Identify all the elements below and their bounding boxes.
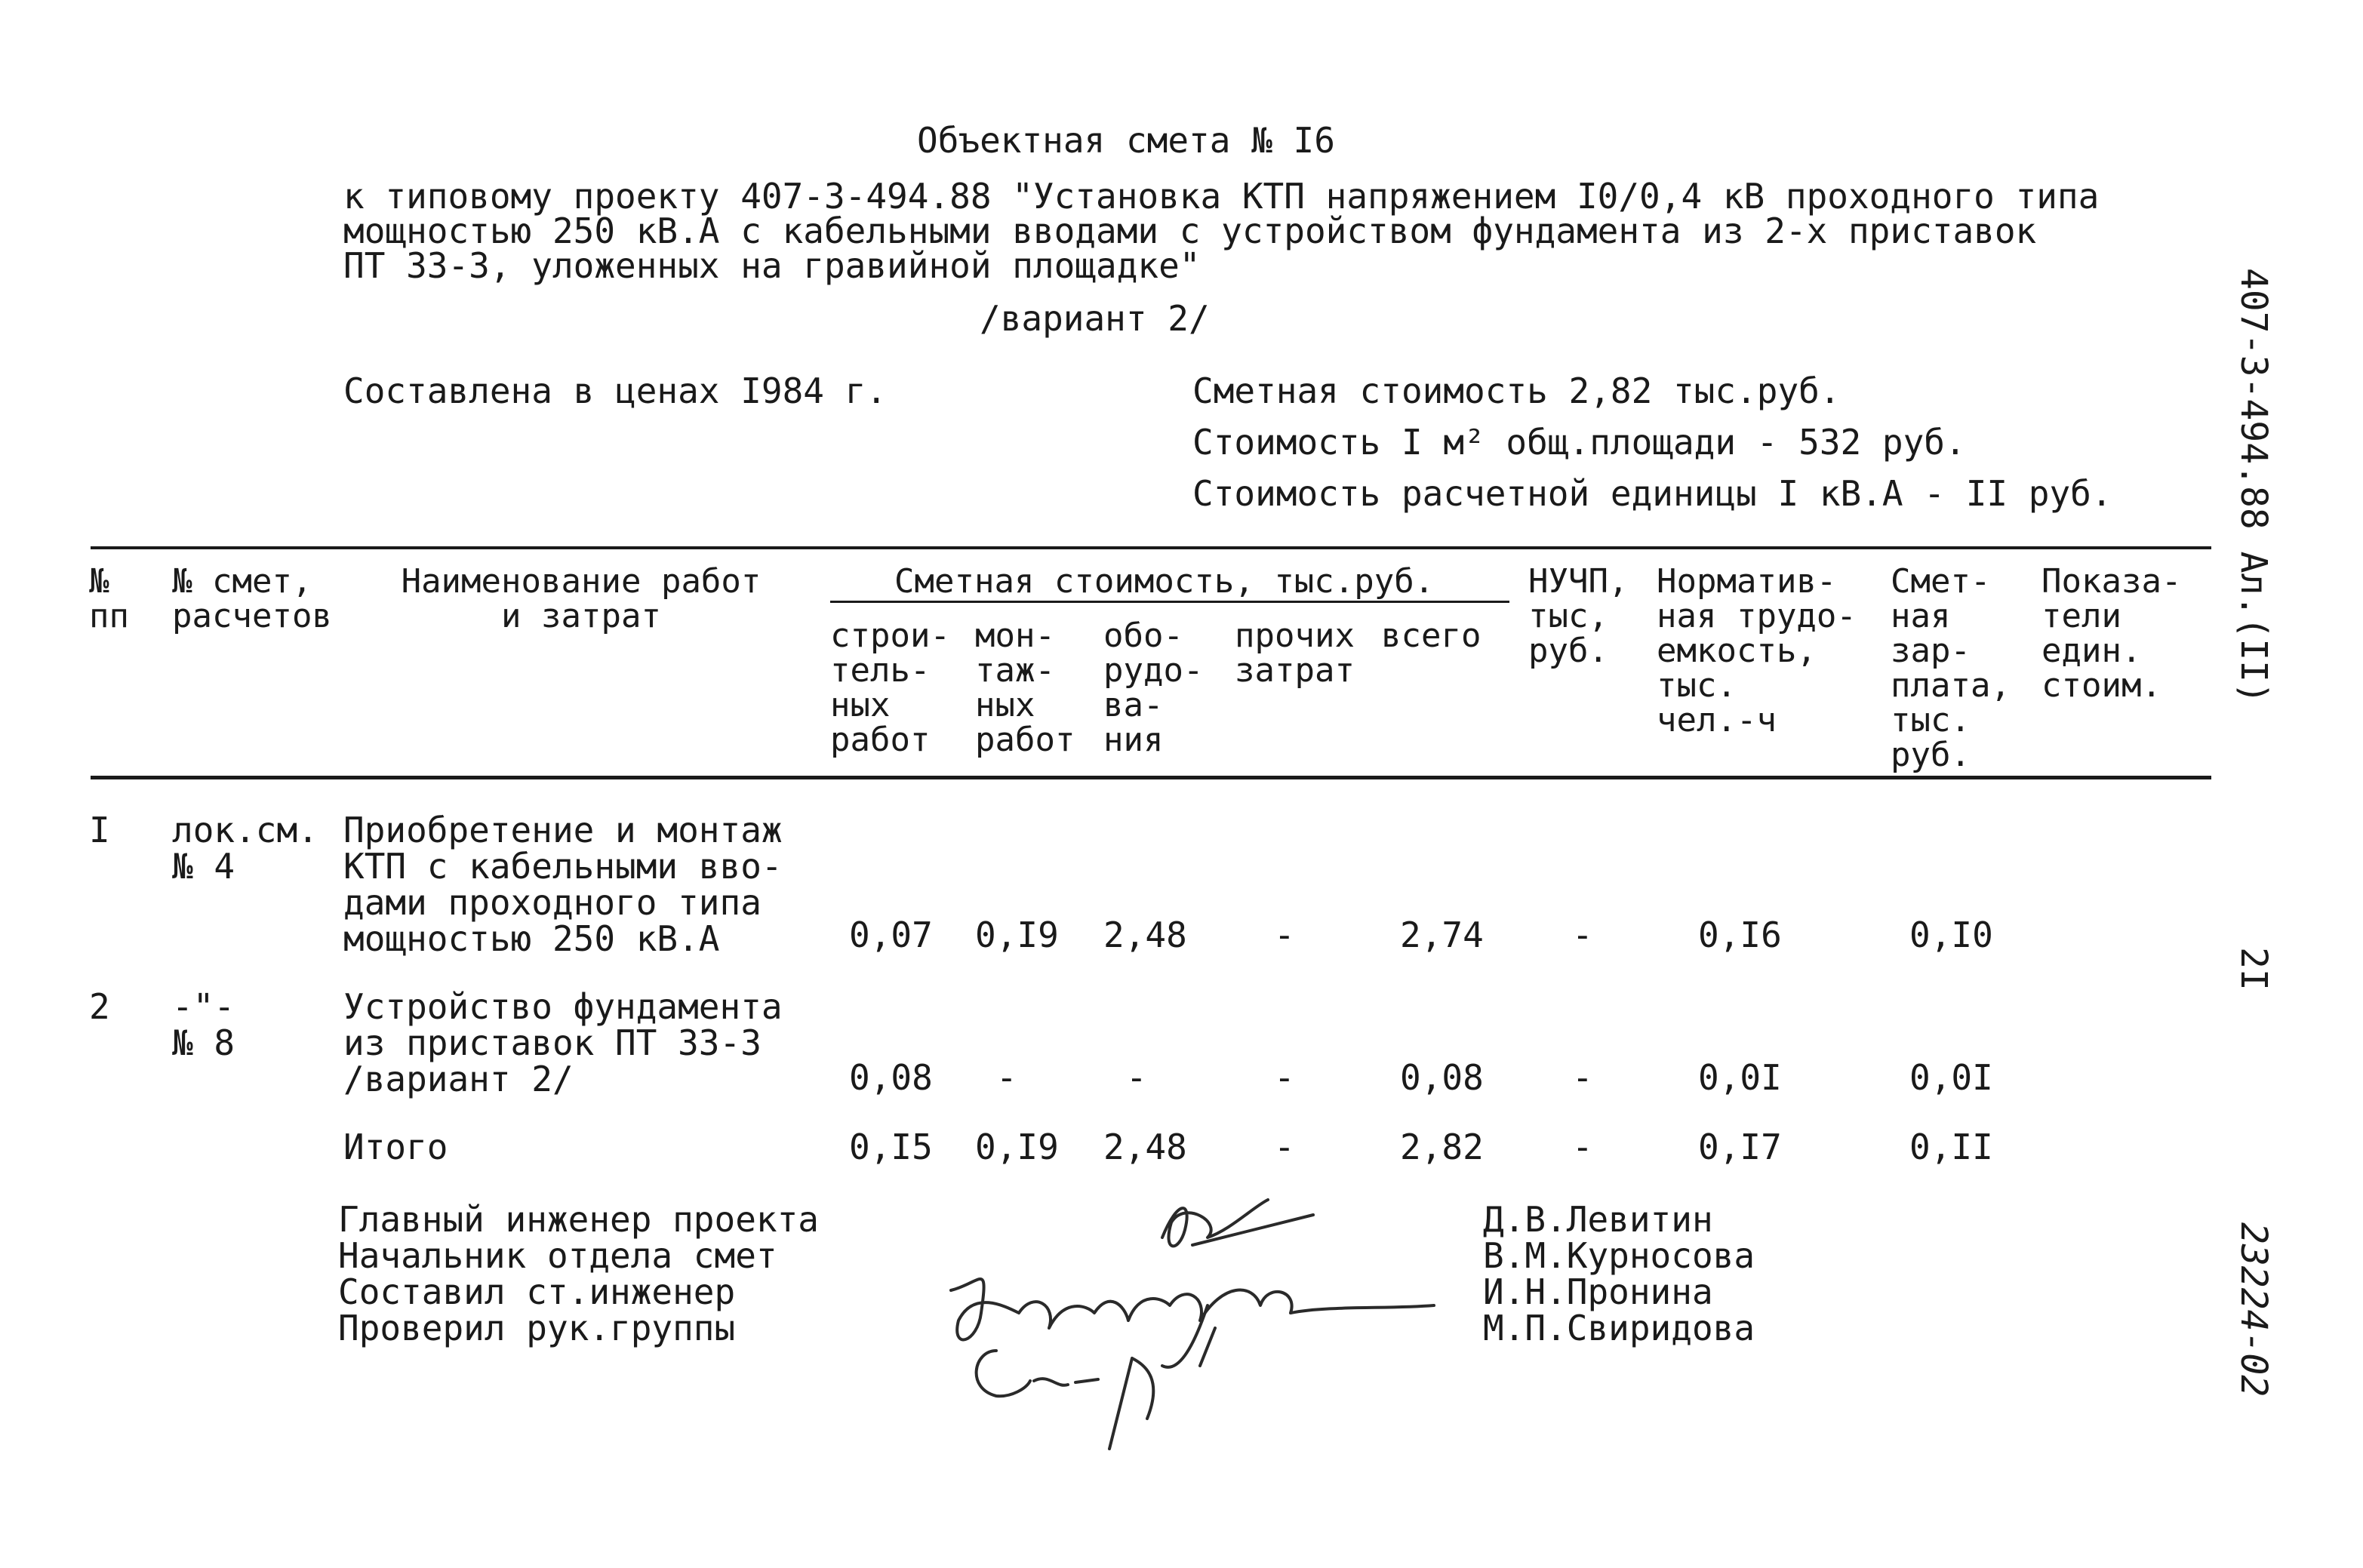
signature-sviridova [977,1351,1154,1449]
header-equipment: обо- рудо- ва- ния [1103,616,1204,759]
table-top-rule [91,546,2211,549]
page-number: 2I [2232,947,2275,991]
row-labor: 0,0I [1698,1057,1782,1098]
header-name: Наименование работ и затрат [401,562,762,635]
total-nuchp: - [1572,1127,1593,1167]
total-salary: 0,II [1909,1127,1993,1167]
header-total: всего [1381,616,1481,655]
archive-number: 23224-02 [2232,1222,2275,1397]
signature-roles: Главный инженер проекта Начальник отдела смет Составил ст.инженер Проверил рук.группы [338,1199,819,1348]
header-installation: мон- таж- ных работ [975,616,1075,759]
header-cost-group: Сметная стоимость, тыс.руб. [894,562,1435,601]
prices-note: Составлена в ценах I984 г. [343,370,888,411]
handwritten-signatures [936,1177,1464,1464]
total-installation: 0,I9 [975,1127,1059,1167]
signature-names: Д.В.Левитин В.М.Курносова И.Н.Пронина М.П.Свиридова [1483,1199,1755,1348]
header-salary: Смет- ная зар- плата, тыс. руб. [1891,562,2011,774]
cost-summary-2: Стоимость I м² общ.площади - 532 руб. [1192,422,1966,463]
total-label: Итого [343,1127,448,1167]
row-calc: -"- № 8 [172,986,235,1063]
header-indicators: Показа- тели един. стоим. [2041,562,2182,705]
row-name: Устройство фундамента из приставок ПТ 33-3 /вариант 2/ [343,986,783,1099]
variant-label: /вариант 2/ [980,298,1210,339]
project-line-2: мощностью 250 кВ.А с кабельными вводами с устройством фундамента из 2-х приставок [343,211,2037,251]
row-total: 2,74 [1400,915,1484,955]
signature-pronina [1162,1305,1215,1367]
row-num: I [89,810,110,850]
row-equipment: - [1126,1057,1147,1098]
signature-levitin [1162,1200,1313,1246]
document-title: Объектная смета № I6 [917,120,1335,161]
row-nuchp: - [1572,1057,1593,1098]
header-labor: Норматив- ная трудо- емкость, тыс. чел.-ч [1657,562,1857,739]
row-total: 0,08 [1400,1057,1484,1098]
row-salary: 0,0I [1909,1057,1993,1098]
row-other: - [1274,1057,1295,1098]
total-labor: 0,I7 [1698,1127,1782,1167]
header-num: № пп [89,562,129,635]
row-construction: 0,07 [849,915,933,955]
row-labor: 0,I6 [1698,915,1782,955]
row-construction: 0,08 [849,1057,933,1098]
cost-summary-3: Стоимость расчетной единицы I кВ.А - II руб. [1192,473,2112,514]
row-nuchp: - [1572,915,1593,955]
cost-group-underline [830,601,1509,603]
header-construction: строи- тель- ных работ [830,616,950,759]
total-total: 2,82 [1400,1127,1484,1167]
row-salary: 0,I0 [1909,915,1993,955]
total-construction: 0,I5 [849,1127,933,1167]
header-nuchp: НУЧП, тыс, руб. [1528,562,1629,670]
row-calc: лок.см. № 4 [172,810,318,887]
total-equipment: 2,48 [1103,1127,1187,1167]
row-installation: - [996,1057,1017,1098]
header-calc: № смет, расчетов [172,562,332,635]
row-other: - [1274,915,1295,955]
signature-kurnosova [951,1279,1434,1339]
table-header-rule [91,776,2211,779]
row-equipment: 2,48 [1103,915,1187,955]
row-name: Приобретение и монтаж КТП с кабельными вво- дами проходного типа мощностью 250 кВ.А [343,810,783,959]
row-installation: 0,I9 [975,915,1059,955]
row-num: 2 [89,986,110,1027]
cost-summary-1: Сметная стоимость 2,82 тыс.руб. [1192,370,1841,411]
project-line-3: ПТ 33-3, уложенных на гравийной площадке" [343,245,1201,286]
side-project-code: 407-3-494.88 Ал.(II) [2232,268,2275,704]
total-other: - [1274,1127,1295,1167]
header-other: прочих затрат [1235,616,1355,690]
project-line-1: к типовому проекту 407-3-494.88 "Установка КТП напряжением I0/0,4 кВ проходного типа [343,176,2100,217]
